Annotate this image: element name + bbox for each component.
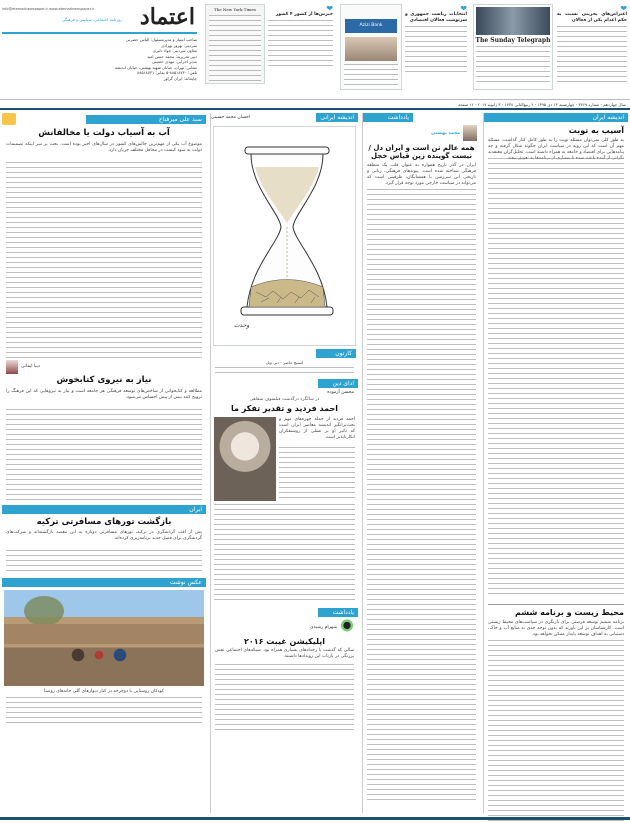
teaser-text-lines [268,20,333,70]
masthead-stripe [2,32,197,34]
cartoon-signature: وحدت [234,322,250,329]
info-lines [2,37,197,81]
teaser-caption-right: ❤ اعتراض‌های بحرینی نسبت به حکم اعدام یکی از فعالان [557,6,627,92]
column-tab: ایران [2,505,206,514]
photo-caption-lines [6,697,202,727]
essay-row [214,417,355,501]
author-photo [6,360,18,374]
article-text: سالی که گذشت با رخدادهای بسیاری همراه بود. شبکه‌های اجتماعی نقش پررنگی در بازتاب این رویدادها داشتند. [215,648,354,660]
portrait-photo [214,417,276,501]
article-text: پس از افت گردشگری در ترکیه، تورهای مسافرتی دوباره به این مقصد بازگشته‌اند و شرکت‌های گردشگری برای فصل جدید برنامه‌ریزی کرده‌اند. [6,530,202,542]
article-text-lines [6,162,202,358]
author-caricature [340,619,354,635]
teaser-photo [476,7,550,35]
teaser-text-lines [557,26,627,82]
author-photo [463,125,477,141]
cartoon-label: کارتون [316,349,356,358]
teaser-text-lines [405,26,467,76]
article-text: موضوع آب یکی از مهم‌ترین چالش‌های کشور در سال‌های اخیر بوده است. بحث بر سر اینکه تصمیمات دولت به سود کیست در محافل مختلف جریان دارد. [6,141,202,153]
note-author: محسن آزموده [327,390,354,395]
column-1 [483,113,628,813]
column-tab: اندیشه ایرانی [316,113,358,122]
column-tab: سید علی میرفتاح [86,115,206,124]
column-header: اندیشه ایران [484,113,628,122]
author-byline: شهرام رشیدی [310,624,337,630]
photo-tree [24,596,64,626]
article-text-lines [6,550,202,574]
article-title: نیاز به نیروی کتابخوش [56,374,152,385]
column-tab: یادداشت [318,608,358,617]
article-text: احمد فردید از جمله چهره‌های مهم و بحث‌برانگیز اندیشه معاصر ایران است که تاثیر او بر نسلی از روشنفکران انکارناپذیر است. [279,417,355,441]
article-text-lines [279,447,355,501]
teaser-portrait [345,37,397,61]
author-row [366,125,477,141]
article-text-lines [6,409,202,501]
masthead [0,0,630,100]
info-line: دبیر تحریریه: محمد حسن امید [146,53,197,59]
article-title: احمد فردید و تقدیر تفکر ما [230,404,339,413]
cartoon-frame [213,126,356,346]
article-text-lines [488,158,624,598]
tagline: روزنامه اجتماعی، سیاسی و فرهنگی [61,17,122,22]
column-tab: یادداشت [363,113,413,122]
author-row [215,619,354,635]
info-line: مدیر اجرایی: مهدی حسینی [151,59,197,64]
photo-caption: کودکان روستایی با دوچرخه در کنار دیوارهای گلی خانه‌های روستا [43,689,165,695]
teaser-text-lines [476,46,550,84]
date-line: سال چهاردهم - شماره ۳۷۶۹ - چهارشنبه ۱۳ دی ۱۳۹۵ - ۴ ربیع‌الثانی ۱۴۳۸ - ۳ ژانویه ۲۰۱۷ - ۱۶ صفحه [458,102,626,107]
photo-children [64,646,134,676]
article-title: آب به آسیاب دولت یا مخالفانش [38,128,170,138]
teaser-newspaper-1[interactable] [205,4,265,84]
teaser-newspaper-2[interactable] [340,4,402,90]
info-line: معاون سردبیر: جواد دلیری [152,48,197,53]
masthead-info-block [2,4,197,94]
info-line: صاحب امتیاز و مدیرمسئول: الیاس حضرتی [125,37,197,42]
column-4 [2,113,206,813]
photo-wall [4,624,204,644]
info-line: چاپخانه: ایران گراور [163,75,197,81]
article-text-lines [215,664,354,730]
author-byline: محمد بهشتی [431,130,460,136]
article-text: به طور کلی نمی‌توان مسئله توبت را به طور کامل کنار گذاشت. مسئله مهم آن است که این رویه در سیاست ایران چگونه شکل گرفته و چه پیامدهایی برای اقتصاد و جامعه به همراه داشته است. تحلیل‌گران معتقدند [488,138,624,156]
teaser-caption-left: ❤ خیزش‌ها از کشور ۴ کشور [268,6,333,84]
author-row [6,360,202,374]
essay-text-col [279,417,355,501]
column-3-header [211,113,358,122]
info-line: تلفن: ۸۸۵۱۸۷۳۰-۵ نمابر: ۸۸۵۱۸۷۳۱ [137,70,197,75]
teaser-newspaper-3[interactable] [473,4,553,90]
teaser-bank-ad: Azizi Bank [345,19,397,33]
teaser-caption-icon: ❤ [460,4,467,13]
date-strip [0,102,630,110]
column-tab: ادای دین [318,379,358,388]
cartoon-caption-lines [215,367,354,373]
article-text: ایران در گذر تاریخ همواره به عنوان قلب یک منطقه فرهنگی شناخته شده است. پیوندهای فرهنگی، زبانی و تاریخی این سرزمین با همسایگان، ظرفیتی است که می‌تواند در سیاست خارجی مورد توجه قرار گیرد. [367,163,476,187]
village-photo [4,590,204,686]
article-title: آسیب به توبت [568,126,624,135]
author-name: دیبا ایمانی [21,364,40,370]
article-text-lines [214,504,355,604]
hourglass-cartoon [211,127,355,342]
article-text: مطالعه و کتابخوانی از شاخص‌های توسعه فرهنگی هر جامعه است و نیاز به نیروهایی که این فرهنگ را ترویج کنند بیش از پیش احساس می‌شود. [6,388,202,400]
logo: اعتماد [139,4,195,30]
column-3 [210,113,358,813]
teaser-caption-mid: ❤ انتخابات ریاست جمهوری و سرنوشت فعالان اقتصادی [405,6,467,86]
article-title: اپلیکیشن غیبت ۲۰۱۶ [243,637,326,647]
article-text-lines [367,189,476,804]
cartoon-caption: اسنیچ حاضر - دنی ویل [265,360,304,365]
info-line: سردبیر: بهروز بهزادی [161,42,197,48]
note-intro: در سالگرد درگذشت فیلسوف شفاهی [249,397,320,402]
article-text: برنامه ششم توسعه فرصتی برای بازنگری در سیاست‌های محیط زیستی است. کارشناسان بر این باورند که بدون توجه جدی به منابع آب و خاک، دستیابی به اهداف توسعه پایدار ممکن نخواهد بود. [488,620,624,638]
column-tab: عکس نوشت [2,578,206,587]
article-title: محیط زیست و برنامه ششم [488,604,624,617]
teaser-caption-icon: ❤ [326,4,333,13]
info-line: نشانی: تهران، خیابان شهید بهشتی، خیابان اندیشه [114,64,197,70]
bottom-rule [0,817,630,820]
pencil-icon [2,113,16,125]
teaser-text-lines [344,64,398,88]
column-byline: احسان محمد حسینی [211,115,251,120]
teaser-caption-icon: ❤ [620,4,627,13]
teaser-newspaper-name: The New York Times [214,7,256,12]
article-text-lines [488,640,624,825]
email-line: info@etemadnewspaper.ir www.etemadnewspaper.ir [2,7,95,11]
column-4-header [2,113,206,125]
teaser-text-lines [209,15,261,83]
column-2 [362,113,480,813]
article-title: بازگشت تورهای مسافرتی ترکیه [36,516,172,527]
teaser-newspaper-name: The Sunday Telegraph [475,37,551,44]
article-title: همه عالم تن است و ایران دل / نیست گوینده زین قیاس خجل [368,144,475,161]
